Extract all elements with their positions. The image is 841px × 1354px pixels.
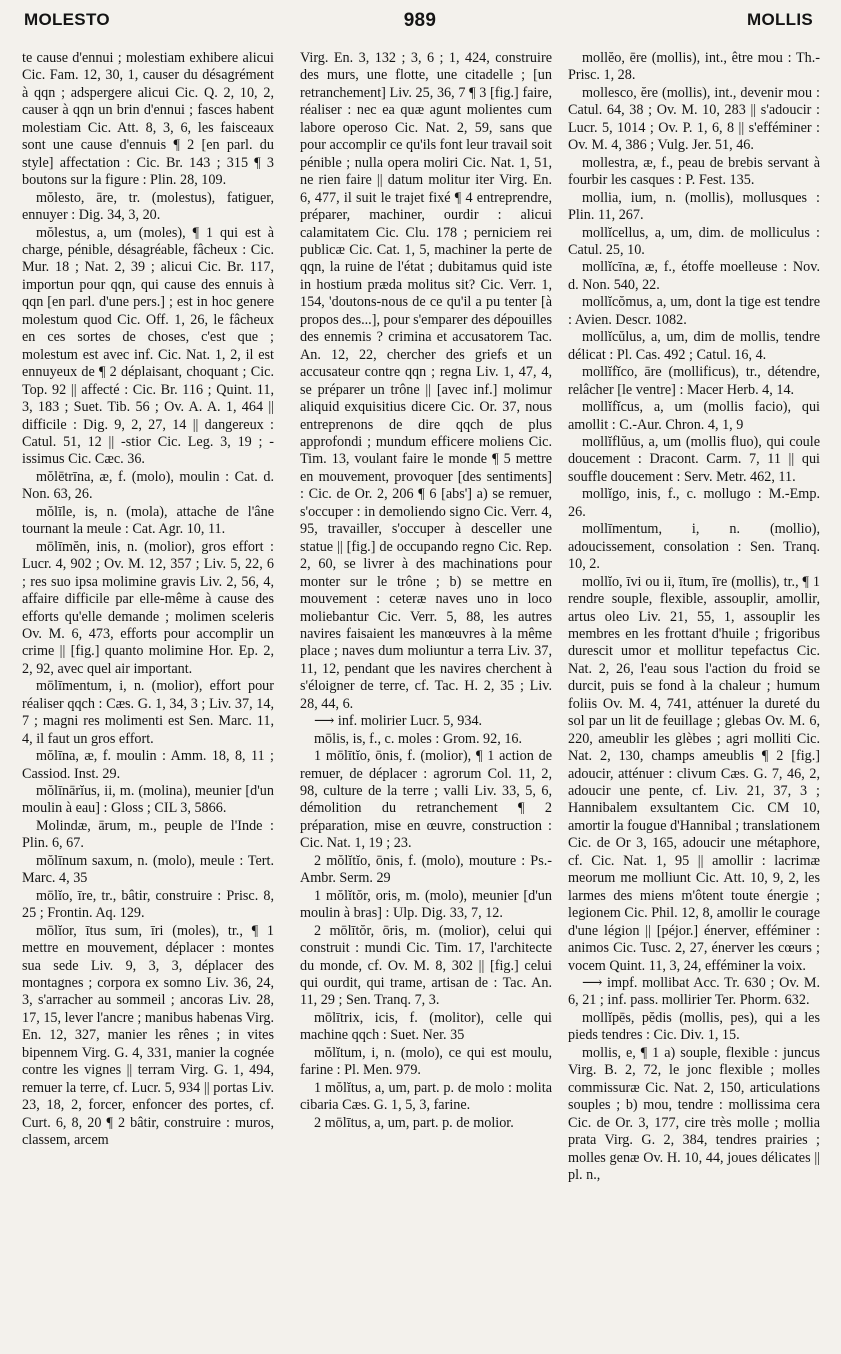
- dictionary-entry: mollia, ium, n. (mollis), mollusques : Plin. 11, 267.: [568, 189, 820, 224]
- dictionary-entry: mŏlĭtum, i, n. (molo), ce qui est moulu, farine : Pl. Men. 979.: [300, 1044, 552, 1079]
- dictionary-entry: mŏlētrīna, æ, f. (molo), moulin : Cat. d. Non. 63, 26.: [22, 468, 274, 503]
- dictionary-entry: mŏlīle, is, n. (mola), attache de l'âne tournant la meule : Cat. Agr. 10, 11.: [22, 503, 274, 538]
- page-number: 989: [403, 10, 437, 31]
- dictionary-entry: mŏlīnum saxum, n. (molo), meule : Tert. Marc. 4, 35: [22, 852, 274, 887]
- dictionary-entry: mollĭcellus, a, um, dim. de molliculus : Catul. 25, 10.: [568, 224, 820, 258]
- dictionary-entry: mōlĭor, ītus sum, īri (moles), tr., ¶ 1 mettre en mouvement, déplacer : montes sua sede Liv. 9, 3, 3, déplacer des montagnes ; corpora ex somno Liv. 36, 24, 3, s'arracher au sommeil ; ancoras Liv. 28, 17, 15, lever l'ancre ; manibus habenas Virg. En. 12, 327, manier les rênes ; in vites bipennem Virg. G. 4, 331, manier la cognée contre les vignes || terram Virg. G. 1, 494, remuer la terre, cf. Lucr. 5, 934 || portas Liv. 23, 18, 2, forcer, enfoncer des portes, cf. Curt. 6, 8, 20 ¶ 2 bâtir, construire : muros, classem, arcem: [22, 922, 274, 1149]
- dictionary-entry: te cause d'ennui ; molestiam exhibere alicui Cic. Fam. 12, 30, 1, causer du désagrément à qqn ; adspergere alicui Cic. Q. 2, 10, 2, causer à qqn un brin d'ennui ; fasces habent molestiam Cic. Att. 8, 3, 6, les faisceaux sont une cause d'ennuis ¶ 2 [en parl. du style] affectation : Cic. Br. 143 ; 315 ¶ 3 boutons sur la figure : Plin. 28, 109.: [22, 50, 274, 189]
- dictionary-entry: mollĭgo, inis, f., c. mollugo : M.-Emp. 26.: [568, 486, 820, 520]
- dictionary-entry: mŏlestus, a, um (moles), ¶ 1 qui est à charge, pénible, désagréable, fâcheux : Cic. Mur. 18 ; Nat. 2, 39 ; alicui Cic. Br. 117, importun pour qqn, qui cause des ennuis à qqn [en parl. d'une pers.] ; est in hoc genere molestum quod Cic. Off. 1, 26, le fâcheux en ces sortes de choses, c'est que ; molestum est avec inf. Cic. Nat. 1, 2, il est ennuyeux de ¶ 2 déplaisant, choquant ; Cic. Top. 92 || affecté : Cic. Br. 116 ; Quint. 11, 3, 183 ; Suet. Tib. 56 ; Ov. A. A. 1, 464 || difficile : Dig. 9, 2, 27, 14 || dangereux : Catul. 51, 12 || -stior Cic. Leg. 3, 19 ; -issimus Cic. Cæc. 36.: [22, 224, 274, 468]
- dictionary-entry: mŏlīna, æ, f. moulin : Amm. 18, 8, 11 ; Cassiod. Inst. 29.: [22, 748, 274, 782]
- dictionary-entry: mŏlesto, āre, tr. (molestus), fatiguer, ennuyer : Dig. 34, 3, 20.: [22, 189, 274, 224]
- dictionary-entry: mollestra, æ, f., peau de brebis servant à fourbir les casques : P. Fest. 135.: [568, 154, 820, 189]
- column-1: [22, 50, 274, 1345]
- dictionary-entry: Molindæ, ārum, m., peuple de l'Inde : Plin. 6, 67.: [22, 817, 274, 852]
- dictionary-entry: mŏlīnārĭus, ii, m. (molina), meunier [d'un moulin à eau] : Gloss ; CIL 3, 5866.: [22, 783, 274, 817]
- dictionary-entry: mollĕo, ēre (mollis), int., être mou : Th.-Prisc. 1, 28.: [568, 50, 820, 84]
- dictionary-entry: mollĭflŭus, a, um (mollis fluo), qui coule doucement : Dracont. Carm. 7, 11 || qui souffle doucement : Serv. Metr. 462, 11.: [568, 433, 820, 485]
- dictionary-entry: 2 mōlītus, a, um, part. p. de molior.: [314, 1114, 514, 1131]
- dictionary-entry: mollesco, ĕre (mollis), int., devenir mou : Catul. 64, 38 ; Ov. M. 10, 283 || s'adoucir : Lucr. 5, 1014 ; Ov. P. 1, 6, 8 || s'efféminer : Ov. M. 4, 386 ; Vulg. Jer. 51, 46.: [568, 84, 820, 154]
- dictionary-entry: mollĭcŏmus, a, um, dont la tige est tendre : Avien. Descr. 1082.: [568, 294, 820, 328]
- dictionary-entry: mōlis, is, f., c. moles : Grom. 92, 16.: [314, 730, 523, 747]
- dictionary-entry: mollis, e, ¶ 1 a) souple, flexible : juncus Virg. B. 2, 72, le jonc flexible ; molles commissuræ Cic. Nat. 2, 150, articulations souples ; b) mou, tendre : mollissima cera Cic. de Or. 3, 177, cire très molle ; mollia prata Virg. G. 2, 384, tendres prairies ; molles genæ Ov. H. 10, 44, joues délicates || pl. n.,: [568, 1044, 820, 1183]
- dictionary-entry: 1 mōlītĭo, ōnis, f. (molior), ¶ 1 action de remuer, de déplacer : agrorum Col. 11, 2, 98, culture de la terre ; valli Liv. 33, 5, 6, démolition du retranchement ¶ 2 préparation, mise en œuvre, construction : Cic. Nat. 1, 19 ; 23.: [300, 748, 552, 852]
- dictionary-entry: mollĭcīna, æ, f., étoffe moelleuse : Nov. d. Non. 540, 22.: [568, 259, 820, 293]
- column-3: [568, 50, 820, 1345]
- dictionary-entry: 1 mŏlĭtus, a, um, part. p. de molo : molita cibaria Cæs. G. 1, 5, 3, farine.: [300, 1079, 552, 1114]
- column-2: [300, 50, 552, 1345]
- dictionary-note: ⟶ impf. mollibat Acc. Tr. 630 ; Ov. M. 6, 21 ; inf. pass. mollirier Ter. Phorm. 632.: [568, 975, 820, 1009]
- dictionary-entry: mollĭfĭco, āre (mollificus), tr., détendre, relâcher [le ventre] : Macer Herb. 4, 14.: [568, 364, 820, 398]
- dictionary-entry: Virg. En. 3, 132 ; 3, 6 ; 1, 424, construire des murs, une flotte, une citadelle ; [un retranchement] Liv. 25, 36, 7 ¶ 3 [fig.] faire, réaliser : nec ea quæ agunt molientes cum labore operoso Cic. Nat. 2, 59, sans que pour accomplir ce qu'ils font leur travail soit pénible ; nulla opera moliri Cic. Nat. 1, 51, ne rien faire || datum molitur iter Virg. En. 6, 477, il suit le trajet fixé ¶ 4 entreprendre, préparer, machiner, ourdir : alicui calamitatem Cic. Clu. 178 ; perniciem rei publicæ Cic. Cat. 1, 5, machiner la perte de qqn, la ruine de l'état ; dubitamus quid iste in hostium præda molitus sit? Cic. Verr. 1, 154, 'doutons-nous de ce qu'il a pu tenter [à propos des...], pour s'emparer des dépouilles des ennemis ? crimina et accusatorem Tac. An. 12, 22, chercher des griefs et un accusateur contre qqn ; regna Liv. 1, 47, 4, se préparer un trône || [avec inf.] molimur aliquid exquisitius dicere Cic. Or. 37, nous entreprenons de dire qqch de plus approfondi ; mundum efficere moliens Cic. Tim. 13, voulant faire le monde ¶ 5 mettre en mouvement, provoquer [des sentiments] : Cic. de Or. 2, 206 ¶ 6 [abs'] a) se remuer, s'occuper : in demoliendo signo Cic. Verr. 4, 95, travailler, s'occuper à desceller une statue || [fig.] de occupando regno Cic. Rep. 2, 60, se livrer à des machinations pour monter sur le trône ; b) se mettre en mouvement : ceteræ naves uno in loco moliebantur Cic. Verr. 5, 88, les autres navires faisaient les manœuvres à la même place ; naves dum moliuntur a terra Liv. 37, 11, 12, pendant que les navires cherchent à s'éloigner de terre, cf. Tac. H. 2, 35 ; Liv. 28, 44, 6.: [300, 50, 552, 712]
- dictionary-entry: mōlītrix, icis, f. (molitor), celle qui machine qqch : Suet. Ner. 35: [300, 1009, 552, 1044]
- dictionary-entry: mollĭpēs, pĕdis (mollis, pes), qui a les pieds tendres : Cic. Div. 1, 15.: [568, 1009, 820, 1044]
- dictionary-entry: mollĭfĭcus, a, um (mollis facio), qui amollit : C.-Aur. Chron. 4, 1, 9: [568, 399, 820, 433]
- dictionary-entry: 2 mōlītŏr, ōris, m. (molior), celui qui construit : mundi Cic. Tim. 17, l'architecte du monde, cf. Ov. M. 8, 302 || [fig.] celui qui ourdit, qui trame, artisan de : Tac. An. 11, 29 ; Sen. Tranq. 7, 3.: [300, 922, 552, 1009]
- dictionary-entry: mōlīmentum, i, n. (molior), effort pour réaliser qqch : Cæs. G. 1, 34, 3 ; Liv. 37, 14, 7 ; magni res molimenti est Sen. Marc. 11, 4, il faut un gros effort.: [22, 678, 274, 747]
- dictionary-entry: mollīmentum, i, n. (mollio), adoucissement, consolation : Sen. Tranq. 10, 2.: [568, 521, 820, 573]
- dictionary-entry: mollĭo, īvi ou ii, ītum, īre (mollis), tr., ¶ 1 rendre souple, flexible, assouplir, amollir, artus oleo Liv. 21, 55, 1, assouplir les membres en les frottant d'huile ; frigoribus durescit umor et mollitur tepefactus Cic. Nat. 2, 26, l'eau sous l'action du froid se durcit, puis se fond à la chaleur ; humum foliis Ov. M. 4, 741, atténuer la dureté du sol par un lit de feuillage ; glebas Ov. M. 6, 220, ameublir les glèbes ; agri molliti Cic. Nat. 2, 130, champs ameublis ¶ 2 [fig.] adoucir, atténuer : clivum Cæs. G. 7, 46, 2, adoucir une pente, cf. Liv. 21, 37, 3 ; Hannibalem exsultantem Cic. CM 10, amortir la fougue d'Hannibal ; translationem Cic. de Or 3, 165, adoucir une métaphore, cf. Cic. Nat. 1, 95 || amollir : lacrimæ meorum me molliunt Cic. Att. 10, 9, 2, les larmes des miens m'ôtent toute énergie ; legionem Cic. Phil. 12, 8, amollir le courage d'une légion || [péjor.] énerver, efféminer : animos Cic. Tusc. 2, 27, énerver les cœurs ; vocem Quint. 11, 3, 24, efféminer la voix.: [568, 573, 820, 974]
- dictionary-note: ⟶ inf. molirier Lucr. 5, 934.: [314, 713, 483, 730]
- dictionary-entry: mōlīmĕn, inis, n. (molior), gros effort : Lucr. 4, 902 ; Ov. M. 12, 357 ; Liv. 5, 22, 6 ; res suo ipsa molimine gravis Liv. 2, 56, 4, affaire difficile par elle-même à cause des efforts qu'elle demande ; molimen sceleris Ov. M. 6, 473, efforts pour accomplir un crime || [fig.] quanto molimine Hor. Ep. 2, 2, 92, avec quel air important.: [22, 538, 274, 677]
- dictionary-entry: mōlĭo, īre, tr., bâtir, construire : Prisc. 8, 25 ; Frontin. Aq. 129.: [22, 887, 274, 922]
- dictionary-entry: mollĭcŭlus, a, um, dim de mollis, tendre délicat : Pl. Cas. 492 ; Catul. 16, 4.: [568, 329, 820, 363]
- running-head-left: MOLESTO: [24, 10, 110, 29]
- running-head-right: MOLLIS: [746, 10, 813, 29]
- dictionary-entry: 1 mŏlĭtŏr, oris, m. (molo), meunier [d'un moulin à bras] : Ulp. Dig. 33, 7, 12.: [300, 887, 552, 922]
- dictionary-entry: 2 mŏlĭtĭo, ōnis, f. (molo), mouture : Ps.-Ambr. Serm. 29: [300, 852, 552, 887]
- page-header: [0, 10, 841, 40]
